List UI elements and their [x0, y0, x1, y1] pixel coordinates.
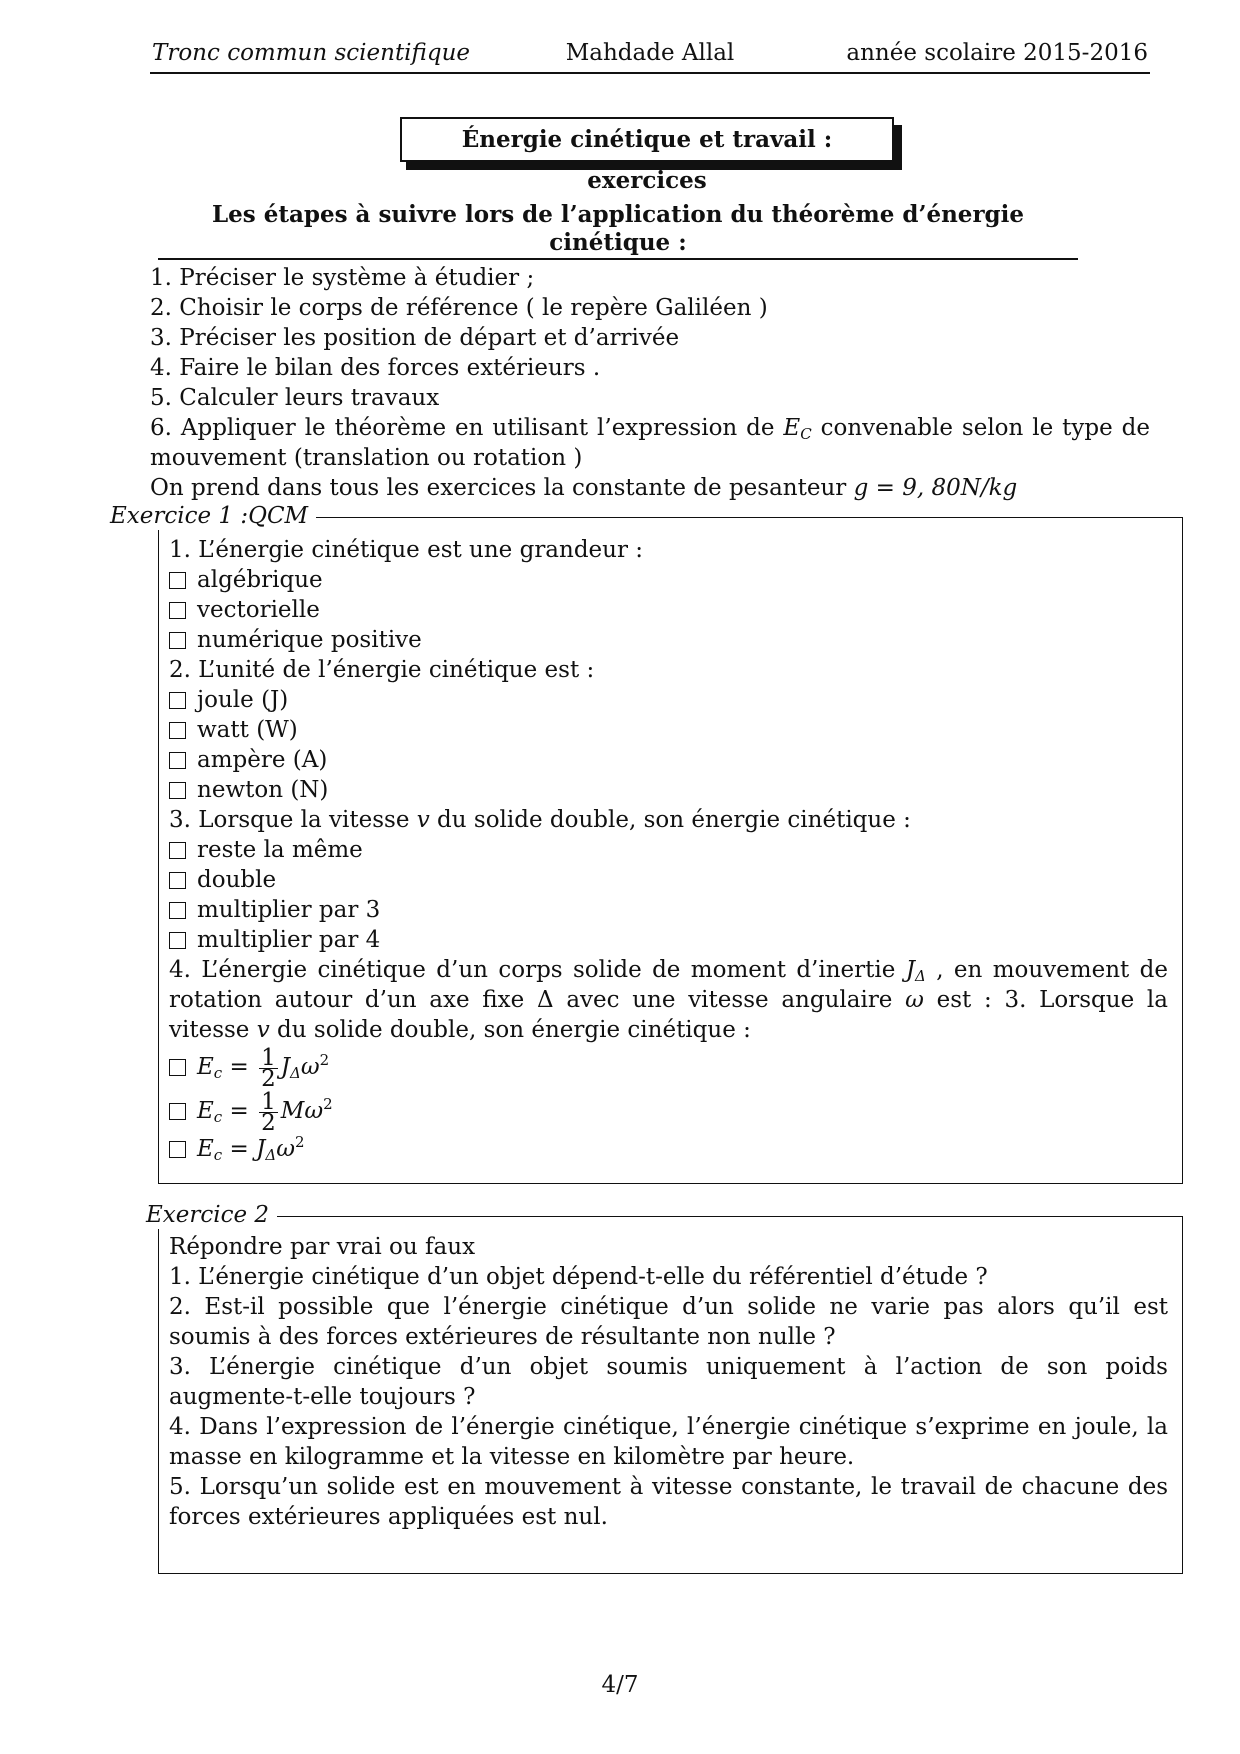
page-number: 4/7 — [601, 1672, 639, 1698]
qcm-formula-option[interactable]: $E_c$ = $\frac{1}{2}$ $J_\Delta\omega^2$ — [169, 1045, 1168, 1089]
checkbox-icon[interactable] — [169, 602, 186, 619]
page-header — [150, 36, 1150, 74]
ec-symbol: E — [783, 415, 801, 441]
qcm-option[interactable]: algébrique — [169, 565, 1168, 595]
page-title: Énergie cinétique et travail : exercices — [400, 117, 894, 162]
checkbox-icon[interactable] — [169, 782, 186, 799]
checkbox-icon[interactable] — [169, 872, 186, 889]
question-4: 4. L’énergie cinétique d’un corps solide de moment d’inertie $J_\Delta$ , en mouvement de rotation autour d’un axe fixe Δ avec une vitesse angulaire ω est : 3. Lorsque la vitesse v du solide double, son énergie cinétique : — [169, 957, 1168, 1043]
checkbox-icon[interactable] — [169, 572, 186, 589]
question-2: 2. L’unité de l’énergie cinétique est : — [169, 657, 595, 683]
qcm-option[interactable]: double — [169, 865, 1168, 895]
question-1: 1. L’énergie cinétique est une grandeur : — [169, 537, 644, 563]
true-false-item: 3. L’énergie cinétique d’un objet soumis uniquement à l’action de son poids augmente-t-elle toujours ? — [169, 1354, 1168, 1410]
step-item: 2. Choisir le corps de référence ( le repère Galiléen ) — [150, 295, 768, 321]
qcm-option[interactable]: numérique positive — [169, 625, 1168, 655]
checkbox-icon[interactable] — [169, 842, 186, 859]
header-course: Tronc commun scientifique — [152, 40, 471, 66]
qcm-option[interactable]: ampère (A) — [169, 745, 1168, 775]
exercise-2-label: Exercice 2 — [146, 1201, 277, 1229]
checkbox-icon[interactable] — [169, 1059, 186, 1076]
checkbox-icon[interactable] — [169, 1141, 186, 1158]
qcm-option[interactable]: newton (N) — [169, 775, 1168, 805]
checkbox-icon[interactable] — [169, 752, 186, 769]
qcm-option[interactable]: reste la même — [169, 835, 1168, 865]
gravity-constant-value: g = 9, 80N/kg — [853, 475, 1018, 501]
ec-subscript: C — [800, 425, 812, 443]
header-author: Mahdade Allal — [565, 40, 735, 66]
step-item: 3. Préciser les position de départ et d’arrivée — [150, 325, 680, 351]
header-school-year: année scolaire 2015-2016 — [846, 40, 1148, 66]
fraction-one-half: $\frac{1}{2}$ — [261, 1088, 276, 1136]
step-item: 5. Calculer leurs travaux — [150, 385, 440, 411]
qcm-option[interactable]: multiplier par 4 — [169, 925, 1168, 955]
true-false-item: 5. Lorsqu’un solide est en mouvement à vitesse constante, le travail de chacune des forces extérieures appliquées est nul. — [169, 1474, 1168, 1530]
steps-heading: Les étapes à suivre lors de l’application du théorème d’énergie cinétique : — [158, 201, 1078, 260]
true-false-item: 2. Est-il possible que l’énergie cinétique d’un solide ne varie pas alors qu’il est soumis à des forces extérieures de résultante non nulle ? — [169, 1294, 1168, 1350]
qcm-option[interactable]: watt (W) — [169, 715, 1168, 745]
checkbox-icon[interactable] — [169, 902, 186, 919]
question-3: 3. Lorsque la vitesse v du solide double, son énergie cinétique : — [169, 807, 911, 833]
checkbox-icon[interactable] — [169, 722, 186, 739]
qcm-option[interactable]: multiplier par 3 — [169, 895, 1168, 925]
exercise-2-content — [169, 1232, 1168, 1532]
qcm-formula-option[interactable]: $E_c$ = $\frac{1}{2}$ $M\omega^2$ — [169, 1089, 1168, 1133]
qcm-formula-option[interactable]: $E_c = J_\Delta\omega^2$ — [169, 1133, 1168, 1165]
true-false-item: 4. Dans l’expression de l’énergie cinétique, l’énergie cinétique s’exprime en joule, la masse en kilogramme et la vitesse en kilomètre par heure. — [169, 1414, 1168, 1470]
exercise-1-label: Exercice 1 :QCM — [110, 502, 316, 530]
exercise-2-intro: Répondre par vrai ou faux — [169, 1234, 476, 1260]
step-item-6: 6. Appliquer le théorème en utilisant l’expression de $E_C$ convenable selon le type de mouvement (translation ou rotation ) — [150, 415, 1150, 471]
checkbox-icon[interactable] — [169, 1103, 186, 1120]
checkbox-icon[interactable] — [169, 632, 186, 649]
method-steps — [150, 201, 1150, 503]
exercise-1-content — [169, 535, 1168, 1165]
step-item: 4. Faire le bilan des forces extérieurs . — [150, 355, 601, 381]
qcm-option[interactable]: vectorielle — [169, 595, 1168, 625]
title-block — [400, 117, 894, 194]
step-item: 1. Préciser le système à étudier ; — [150, 265, 535, 291]
checkbox-icon[interactable] — [169, 932, 186, 949]
true-false-item: 1. L’énergie cinétique d’un objet dépend-t-elle du référentiel d’étude ? — [169, 1264, 988, 1290]
checkbox-icon[interactable] — [169, 692, 186, 709]
gravity-constant-note: On prend dans tous les exercices la constante de pesanteur g = 9, 80N/kg — [150, 475, 1018, 501]
qcm-option[interactable]: joule (J) — [169, 685, 1168, 715]
fraction-one-half: $\frac{1}{2}$ — [261, 1044, 276, 1092]
